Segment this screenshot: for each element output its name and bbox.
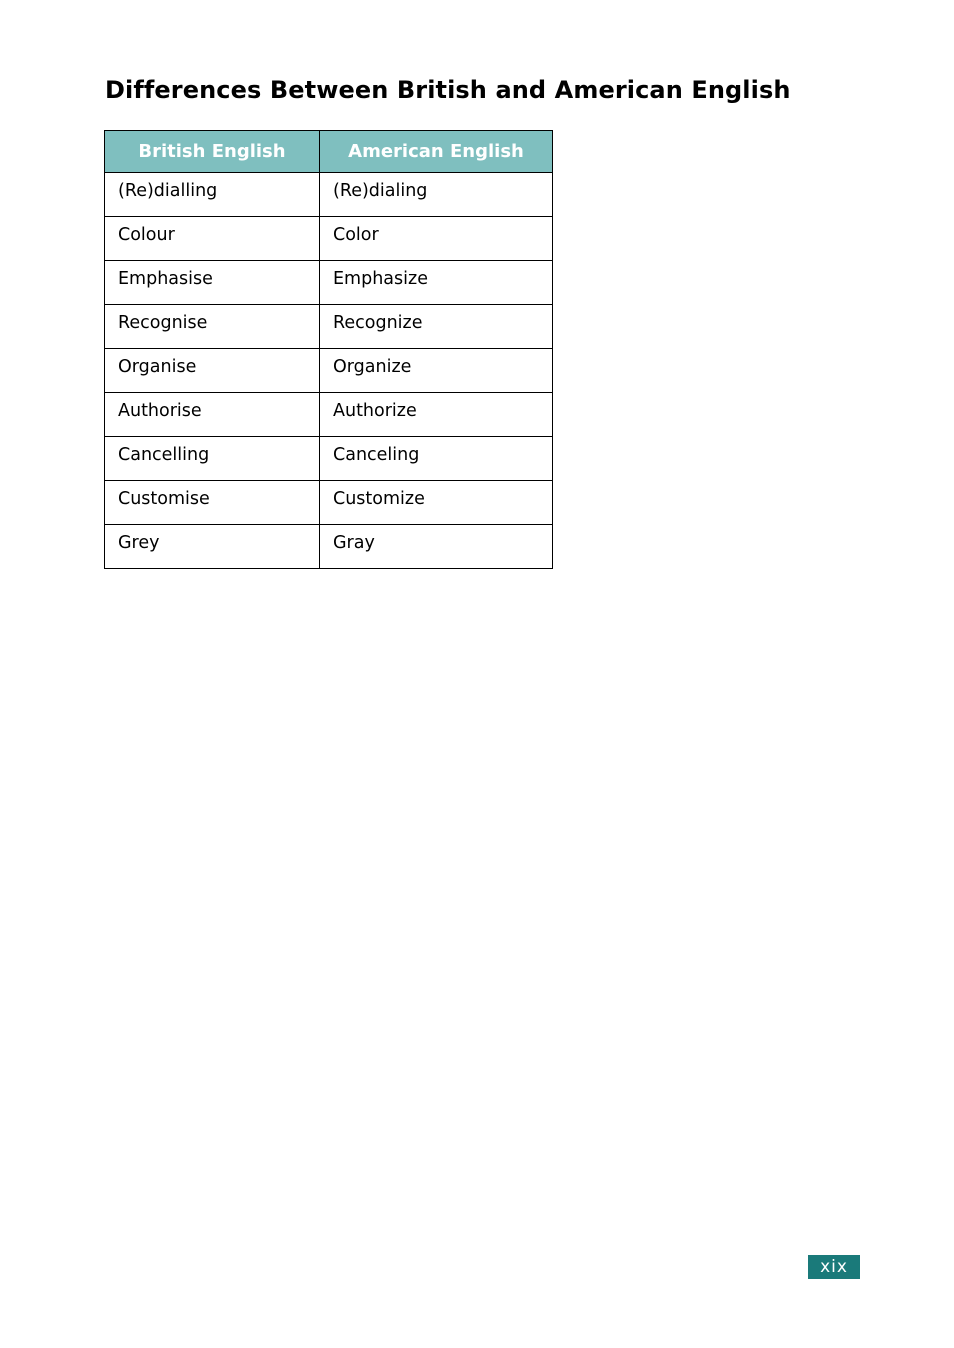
table-row [105, 437, 553, 481]
american-term: Recognize [320, 305, 553, 349]
british-term: Grey [105, 525, 320, 569]
british-term: Customise [105, 481, 320, 525]
british-term: Colour [105, 217, 320, 261]
table-row [105, 305, 553, 349]
table-header-row [105, 131, 553, 173]
american-term: Customize [320, 481, 553, 525]
column-header-british: British English [105, 131, 320, 173]
table-row [105, 481, 553, 525]
american-term: Organize [320, 349, 553, 393]
british-term: Authorise [105, 393, 320, 437]
american-term: (Re)dialing [320, 173, 553, 217]
table-row [105, 349, 553, 393]
table-row [105, 261, 553, 305]
british-term: Emphasise [105, 261, 320, 305]
page-title: Differences Between British and American English [105, 76, 791, 104]
page-number-badge: xix [808, 1255, 860, 1279]
table-row [105, 217, 553, 261]
table-row [105, 173, 553, 217]
british-term: Recognise [105, 305, 320, 349]
british-term: Organise [105, 349, 320, 393]
american-term: Emphasize [320, 261, 553, 305]
column-header-american: American English [320, 131, 553, 173]
table-row [105, 393, 553, 437]
spelling-comparison-table [104, 130, 553, 569]
table-row [105, 525, 553, 569]
british-term: (Re)dialling [105, 173, 320, 217]
american-term: Canceling [320, 437, 553, 481]
american-term: Gray [320, 525, 553, 569]
american-term: Authorize [320, 393, 553, 437]
british-term: Cancelling [105, 437, 320, 481]
american-term: Color [320, 217, 553, 261]
